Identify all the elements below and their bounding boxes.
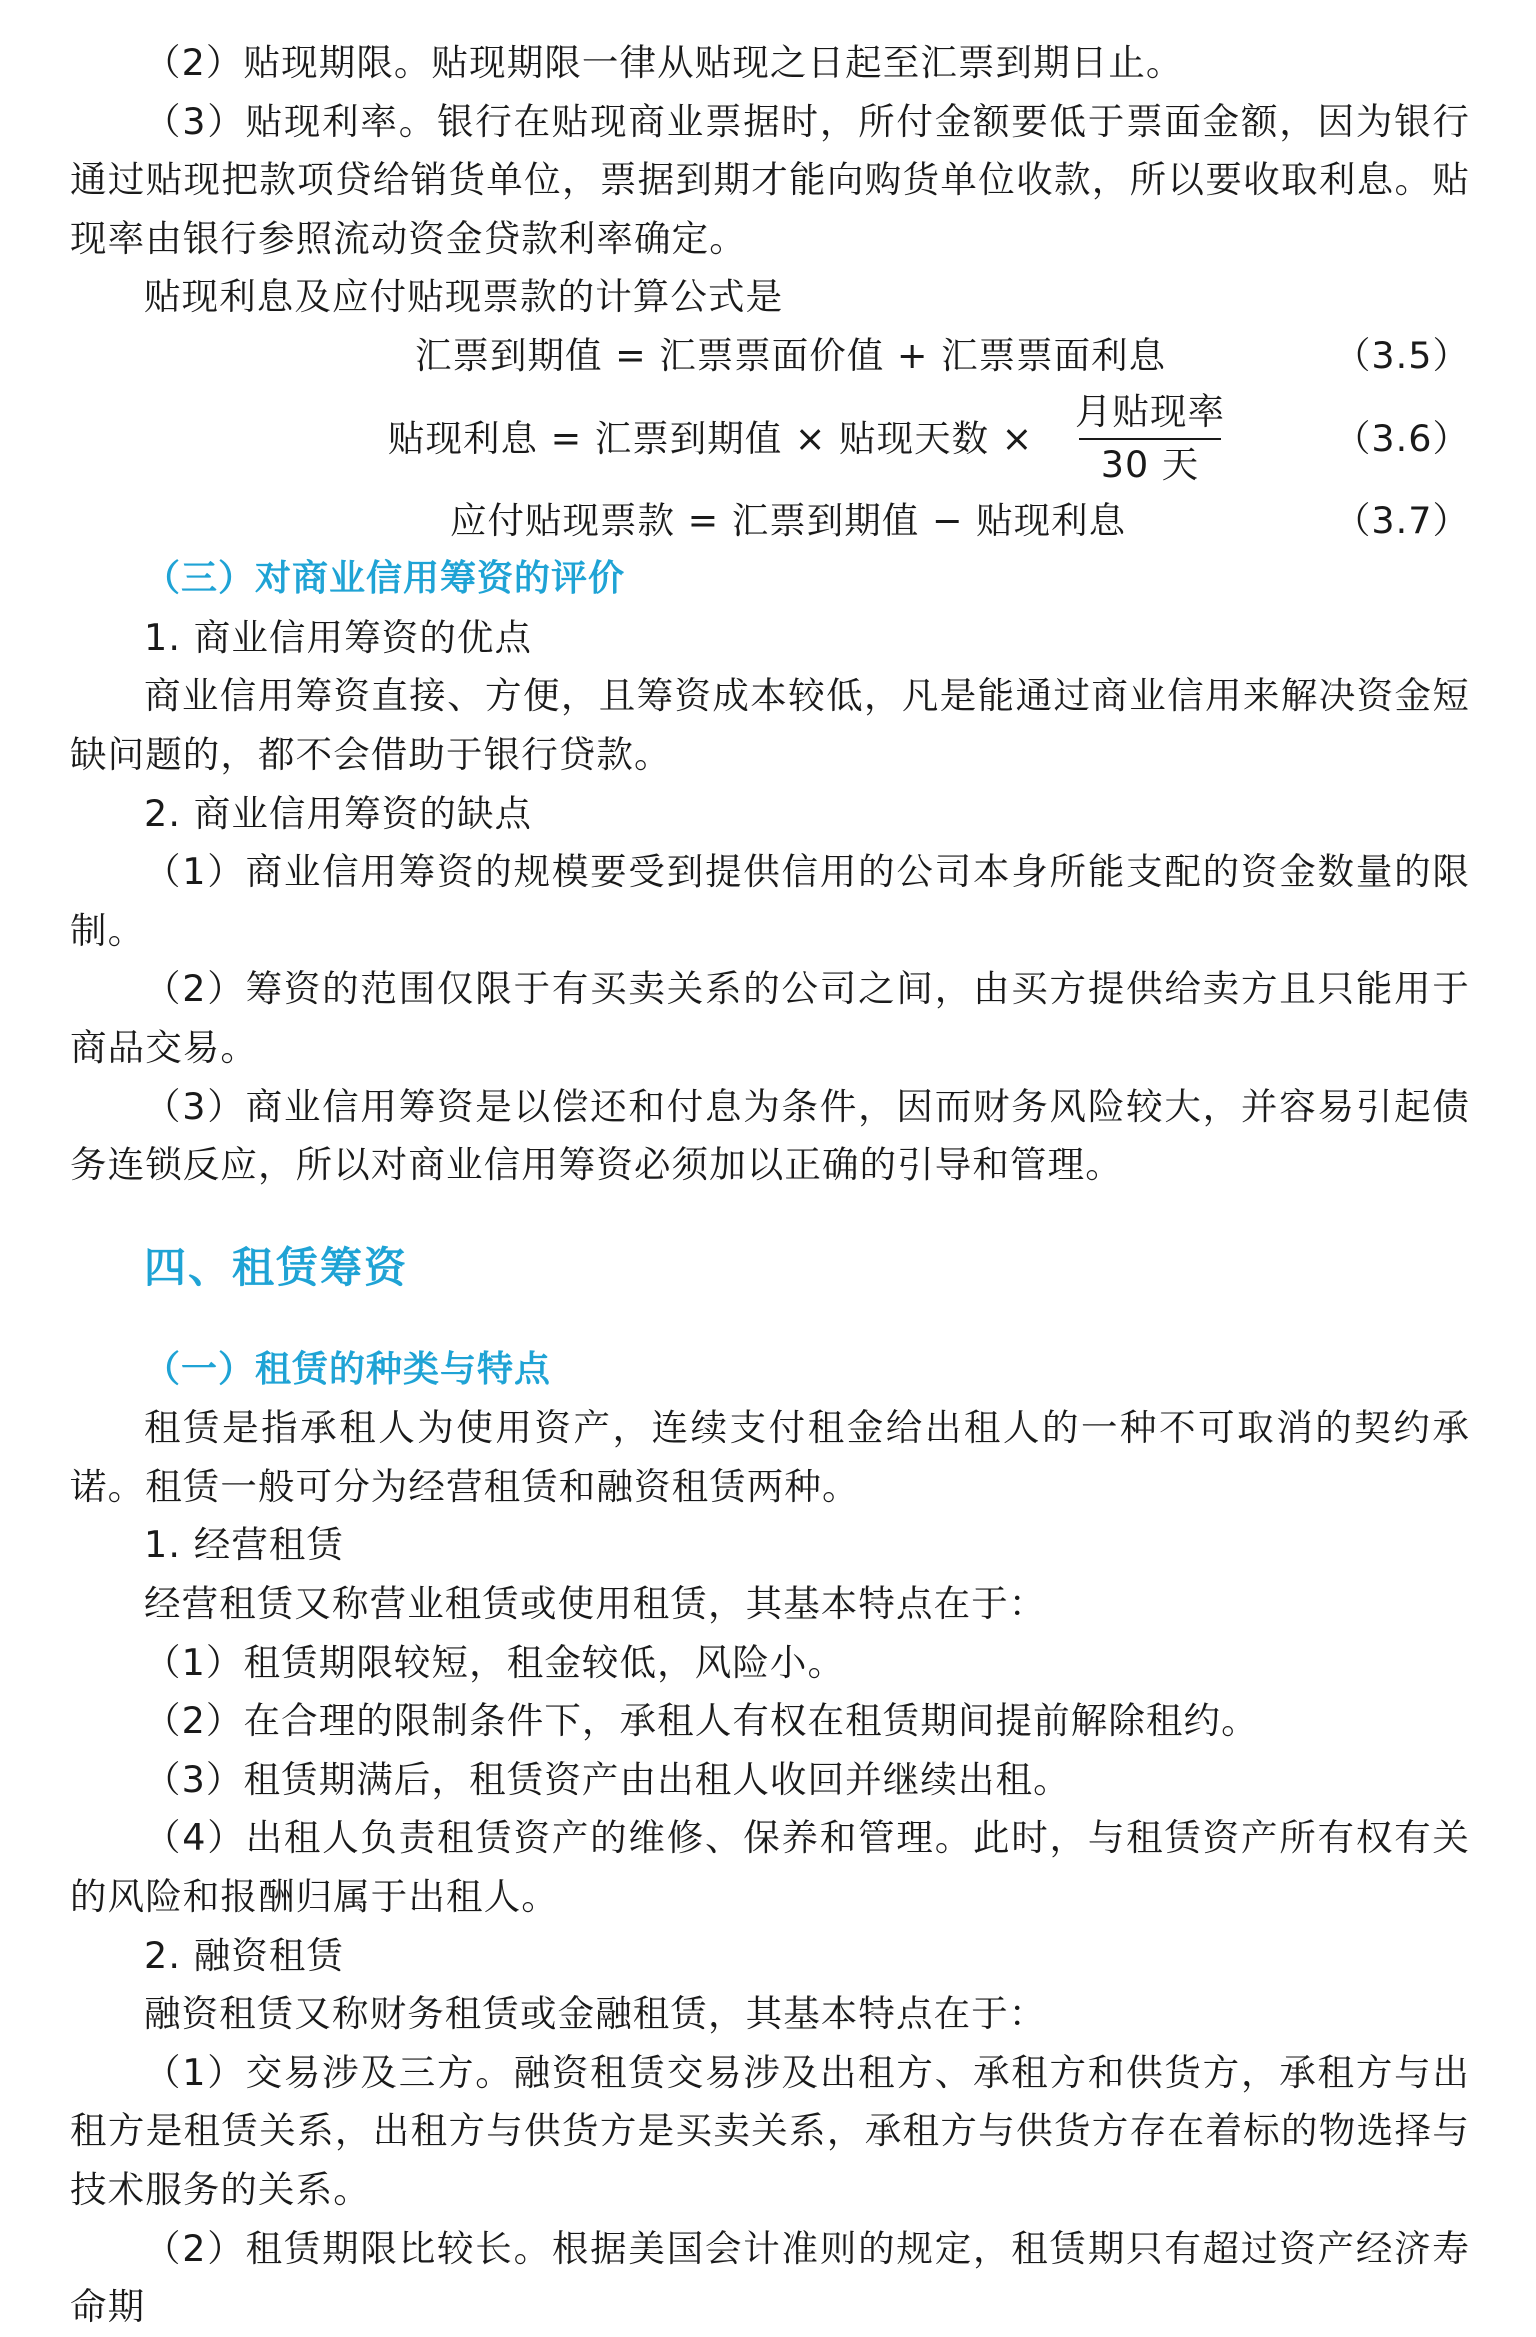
paragraph-disadvantage-1: （1）商业信用筹资的规模要受到提供信用的公司本身所能支配的资金数量的限制。 [70,850,1470,952]
equation-number: （3.5） [1333,333,1470,377]
paragraph-discount-rate: （3）贴现利率。银行在贴现商业票据时，所付金额要低于票面金额，因为银行通过贴现把款项贷给销货单位，票据到期才能向购货单位收款，所以要收取利息。贴现率由银行参照流动资金贷款利率确定。 [70,99,1470,260]
equation-3-7 [70,492,1470,551]
chapter-heading-lease-financing: 四、租赁筹资 [144,1242,409,1292]
equation-number: （3.7） [1333,498,1470,542]
fraction-numerator: 月贴现率 [1075,389,1225,433]
fraction [1075,386,1225,490]
equation-3-6 [70,386,1470,492]
paragraph-formula-intro: 贴现利息及应付贴现票款的计算公式是 [144,275,784,319]
equation-3-5 [70,327,1470,386]
paragraph-advantages: 商业信用筹资直接、方便，且筹资成本较低，凡是能通过商业信用来解决资金短缺问题的，都不会借助于银行贷款。 [70,674,1470,776]
paragraph-finance-2: （2）租赁期限比较长。根据美国会计准则的规定，租赁期只有超过资产经济寿命期 [70,2226,1470,2329]
paragraph-disadvantage-3: （3）商业信用筹资是以偿还和付息为条件，因而财务风险较大，并容易引起债务连锁反应，所以对商业信用筹资必须加以正确的引导和管理。 [70,1084,1470,1187]
paragraph-finance-1: （1）交易涉及三方。融资租赁交易涉及出租方、承租方和供货方，承租方与出租方是租赁关系，出租方与供货方是买卖关系，承租方与供货方存在着标的物选择与技术服务的关系。 [70,2050,1470,2211]
equation-text: 汇票到期值 = 汇票票面价值 + 汇票票面利息 [415,333,1167,377]
paragraph-finance-intro: 融资租赁又称财务租赁或金融租赁，其基本特点在于： [144,1992,1047,2036]
item-title-disadvantages: 2. 商业信用筹资的缺点 [144,791,533,835]
paragraph-lease-intro: 租赁是指承租人为使用资产，连续支付租金给出租人的一种不可取消的契约承诺。租赁一般可分为经营租赁和融资租赁两种。 [70,1406,1470,1508]
item-title-operating-lease: 1. 经营租赁 [144,1523,345,1567]
section-heading-evaluation: （三）对商业信用筹资的评价 [144,558,626,600]
item-title-finance-lease: 2. 融资租赁 [144,1933,345,1977]
paragraph-discount-period: （2）贴现期限。贴现期限一律从贴现之日起至汇票到期日止。 [144,41,1184,84]
section-heading-lease-types: （一）租赁的种类与特点 [144,1348,552,1390]
document-page [70,34,1470,2337]
paragraph-operating-3: （3）租赁期满后，租赁资产由出租人收回并继续出租。 [144,1757,1071,1801]
equation-number: （3.6） [1333,416,1470,460]
equation-text: 应付贴现票款 = 汇票到期值 − 贴现利息 [450,498,1127,542]
paragraph-operating-1: （1）租赁期限较短，租金较低，风险小。 [144,1640,846,1684]
equation-text: 贴现利息 = 汇票到期值 × 贴现天数 × [388,416,1034,460]
paragraph-operating-intro: 经营租赁又称营业租赁或使用租赁，其基本特点在于： [144,1582,1047,1626]
paragraph-operating-2: （2）在合理的限制条件下，承租人有权在租赁期间提前解除租约。 [144,1699,1259,1743]
item-title-advantages: 1. 商业信用筹资的优点 [144,615,533,659]
fraction-denominator: 30 天 [1100,442,1200,486]
paragraph-disadvantage-2: （2）筹资的范围仅限于有买卖关系的公司之间，由买方提供给卖方且只能用于商品交易。 [70,967,1470,1069]
paragraph-operating-4: （4）出租人负责租赁资产的维修、保养和管理。此时，与租赁资产所有权有关的风险和报酬归属于出租人。 [70,1816,1470,1919]
